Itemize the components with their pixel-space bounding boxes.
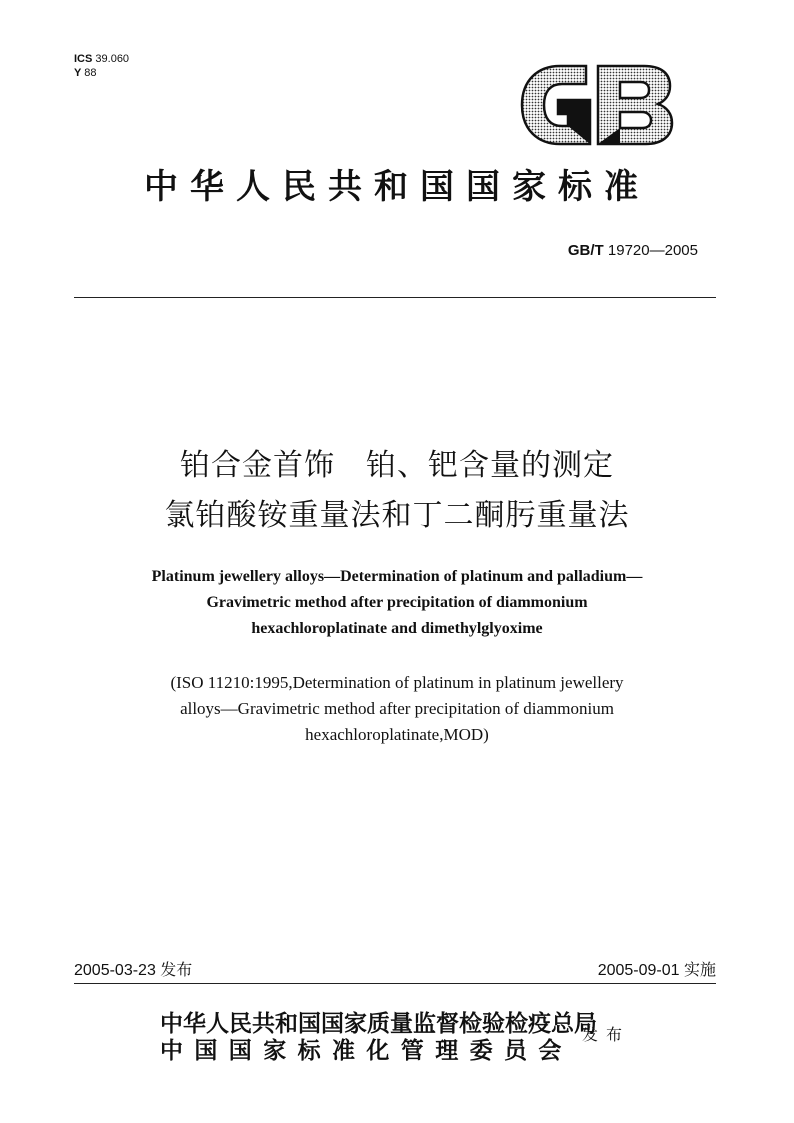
ccs-line bbox=[74, 66, 129, 80]
iso-reference bbox=[40, 670, 754, 748]
bottom-divider bbox=[74, 983, 716, 984]
implementation-date: 2005-09-01 实施 bbox=[597, 962, 716, 979]
chinese-title-line-2: 氯铂酸铵重量法和丁二酮肟重量法 bbox=[164, 498, 630, 533]
iso-reference-line-3: hexachloroplatinate,MOD) bbox=[305, 725, 489, 744]
iso-reference-line-1: (ISO 11210:1995,Determination of platinum in platinum jewellery bbox=[170, 673, 624, 692]
ccs-code: 88 bbox=[84, 67, 97, 79]
top-divider bbox=[74, 297, 716, 298]
english-title-line-1: Platinum jewellery alloys—Determination of platinum and palladium— bbox=[151, 568, 643, 585]
publish-label: 发布 bbox=[582, 1025, 631, 1044]
issue-date: 2005-03-23 发布 bbox=[74, 962, 193, 979]
national-standard-title: 中华人民共和国国家标准 bbox=[144, 167, 650, 207]
issuer-aqsiq: 中华人民共和国国家质量监督检验检疫总局 bbox=[160, 1010, 597, 1037]
ics-classification bbox=[74, 52, 129, 80]
english-title-line-2: Gravimetric method after precipitation of diammonium bbox=[206, 594, 588, 611]
standard-code: 19720—2005 bbox=[607, 242, 698, 259]
issuing-authorities bbox=[160, 1010, 597, 1064]
ics-line bbox=[74, 52, 129, 66]
chinese-title-line-1: 铂合金首饰 铂、钯含量的测定 bbox=[180, 448, 614, 483]
standard-number bbox=[568, 240, 698, 262]
issuer-sac: 中国国家标准化管理委员会 bbox=[160, 1037, 573, 1064]
gb-logo-text: GB bbox=[595, 112, 597, 113]
ics-code: 39.060 bbox=[95, 53, 130, 65]
english-title bbox=[40, 564, 754, 642]
standard-prefix: GB/T bbox=[567, 242, 604, 259]
ics-label: ICS bbox=[74, 53, 93, 65]
ccs-label: Y bbox=[74, 67, 82, 79]
gb-logo-icon bbox=[516, 62, 674, 148]
english-title-line-3: hexachloroplatinate and dimethylglyoxime bbox=[251, 620, 543, 637]
iso-reference-line-2: alloys—Gravimetric method after precipitation of diammonium bbox=[180, 699, 614, 718]
